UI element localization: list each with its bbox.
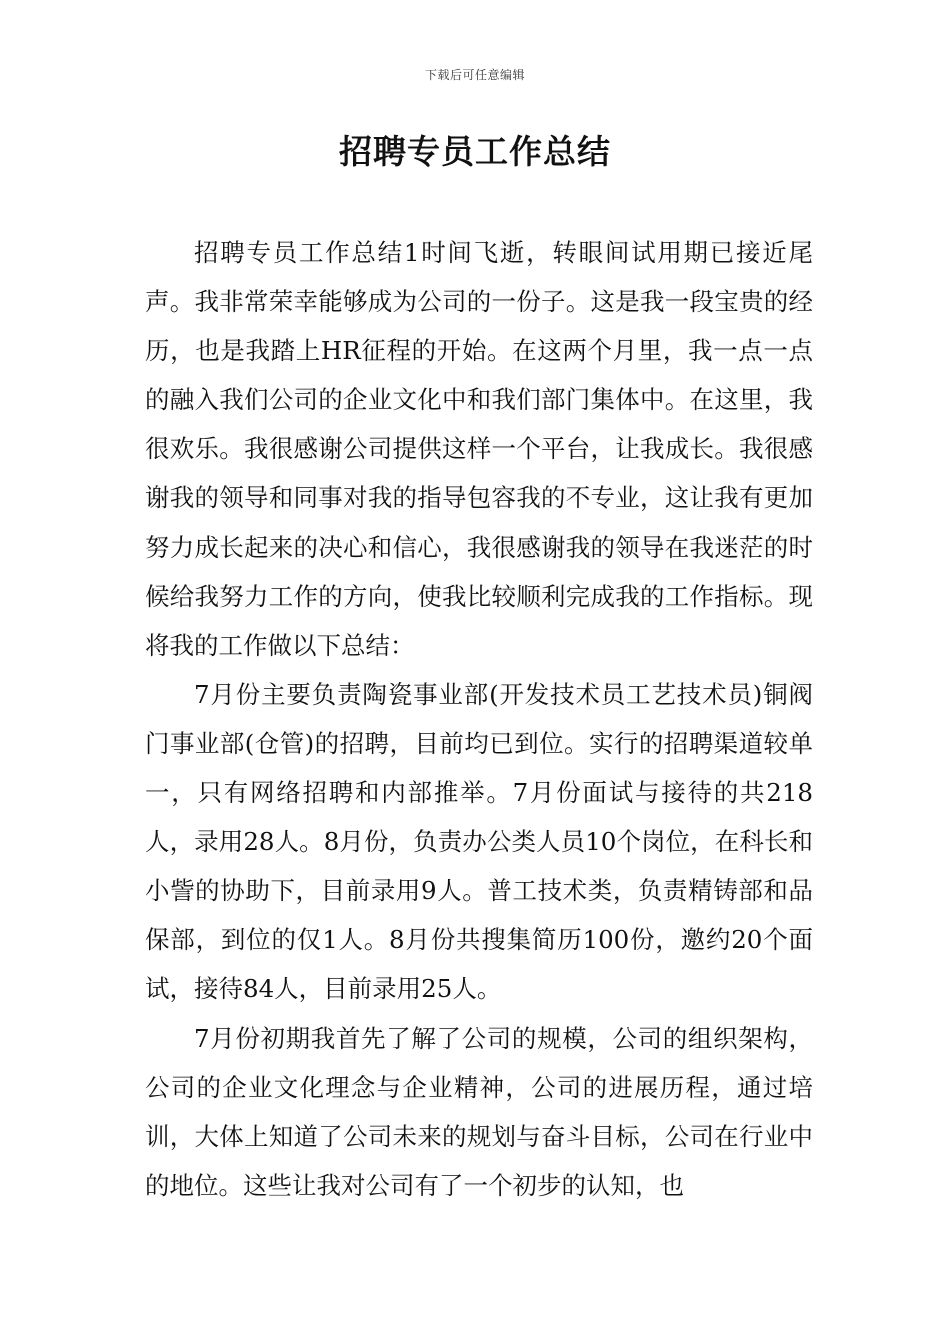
document-body bbox=[145, 228, 813, 1210]
header-note: 下载后可任意编辑 bbox=[424, 68, 525, 82]
paragraph-company-learning: 7月份初期我首先了解了公司的规模，公司的组织架构，公司的企业文化理念与企业精神，公司的进展历程，通过培训，大体上知道了公司未来的规划与奋斗目标，公司在行业中的地位。这些让我对公司有了一个初步的认知，也 bbox=[145, 1023, 813, 1200]
paragraph-recruitment-stats: 7月份主要负责陶瓷事业部(开发技术员工艺技术员)铜阀门事业部(仓管)的招聘，目前均已到位。实行的招聘渠道较单一，只有网络招聘和内部推举。7月份面试与接待的共218人，录用28人。8月份，负责办公类人员10个岗位，在科长和小訾的协助下，目前录用9人。普工技术类，负责精铸部和品保部，到位的仅1人。8月份共搜集简历100份，邀约20个面试，接待84人，目前录用25人。 bbox=[145, 679, 813, 1004]
document-title: 招聘专员工作总结 bbox=[339, 132, 611, 171]
paragraph-intro: 招聘专员工作总结1时间飞逝，转眼间试用期已接近尾声。我非常荣幸能够成为公司的一份子。这是我一段宝贵的经历，也是我踏上HR征程的开始。在这两个月里，我一点一点的融入我们公司的企业文化中和我们部门集体中。在这里，我很欢乐。我很感谢公司提供这样一个平台，让我成长。我很感谢我的领导和同事对我的指导包容我的不专业，这让我有更加努力成长起来的决心和信心，我很感谢我的领导在我迷茫的时候给我努力工作的方向，使我比较顺利完成我的工作指标。现将我的工作做以下总结： bbox=[145, 238, 813, 660]
